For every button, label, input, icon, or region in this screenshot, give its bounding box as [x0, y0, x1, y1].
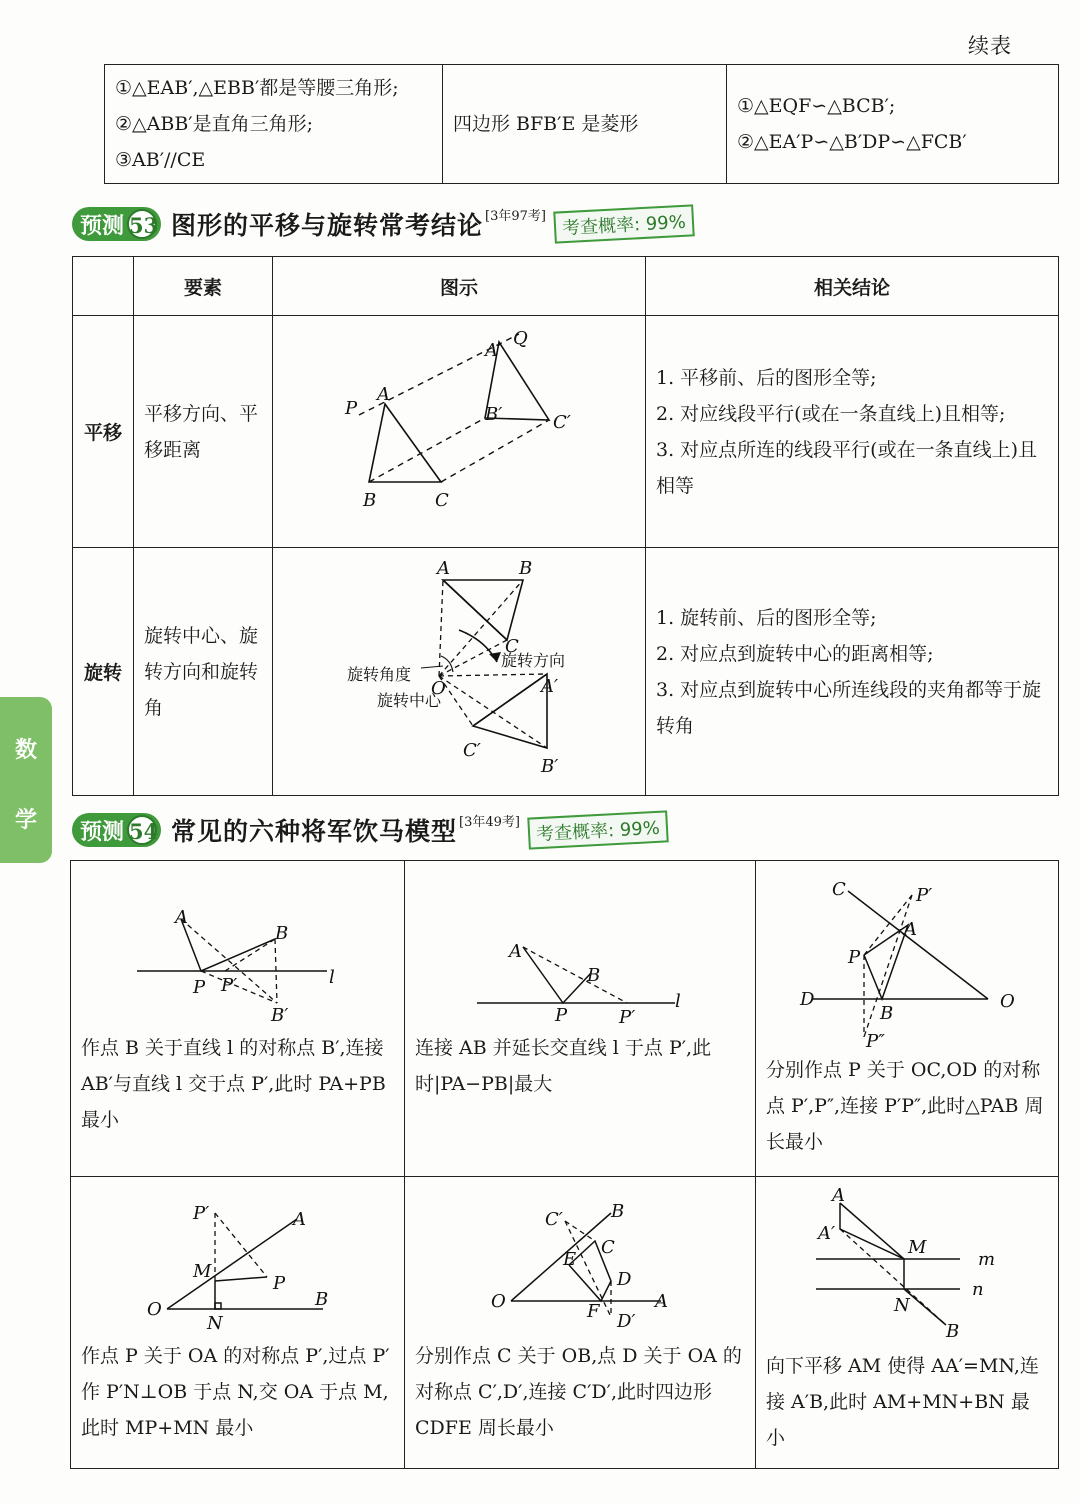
label-A-prime: A′	[541, 676, 559, 697]
model-caption: 作点 P 关于 OA 的对称点 P′,过点 P′作 P′N⊥OB 于点 N,交 OA 于点 M,此时 MP+MN 最小	[81, 1345, 390, 1439]
label-M: M	[908, 1237, 927, 1258]
subject-side-tab	[0, 697, 52, 863]
text-line: ②△ABB′是直角三角形;	[115, 113, 314, 135]
transform-table	[72, 256, 1059, 796]
conclusion: 3. 对应点到旋转中心所连线段的夹角都等于旋转角	[656, 678, 1042, 737]
label-m: m	[978, 1249, 996, 1270]
text-line: ①△EQF∽△BCB′;	[737, 95, 896, 117]
label-B: B	[611, 1201, 625, 1222]
figure-translation	[273, 316, 646, 548]
text-line: ①△EAB′,△EBB′都是等腰三角形;	[115, 77, 399, 99]
label-P-prime: P′	[193, 1203, 210, 1224]
model-5	[405, 1177, 756, 1469]
label-B: B	[363, 490, 377, 511]
label-B: B	[880, 1003, 894, 1024]
exam-frequency: [3年97考]	[485, 208, 546, 224]
label-D: D	[800, 989, 815, 1010]
header-elements: 要素	[134, 257, 273, 316]
section-53-heading	[72, 206, 694, 242]
row-label: 平移	[73, 316, 134, 548]
label-rotation-direction: 旋转方向	[501, 651, 566, 670]
label-N: N	[207, 1313, 223, 1334]
label-B-prime: B′	[541, 756, 559, 777]
label-C: C	[601, 1237, 615, 1258]
side-tab-char: 学	[14, 808, 37, 833]
section-title: 图形的平移与旋转常考结论	[171, 211, 484, 240]
label-O: O	[491, 1291, 506, 1312]
label-A: A	[293, 1209, 306, 1230]
exam-frequency: [3年49考]	[459, 814, 520, 830]
models-table	[70, 860, 1059, 1469]
label-A: A	[509, 941, 522, 962]
label-C-prime: C′	[545, 1209, 563, 1230]
label-E: E	[563, 1249, 577, 1270]
section-badge: 预测 54	[72, 813, 161, 847]
header-blank	[73, 257, 134, 316]
side-tab-char: 数	[14, 738, 37, 763]
cell-conclusions-3	[727, 65, 1059, 184]
label-A: A	[377, 384, 390, 405]
label-F: F	[587, 1301, 600, 1322]
label-A: A	[655, 1291, 668, 1312]
model-3	[756, 861, 1059, 1177]
row-translation	[73, 316, 1059, 548]
model-5-diagram	[405, 1177, 755, 1337]
header-conclusions: 相关结论	[646, 257, 1059, 316]
section-badge: 预测 53	[72, 207, 161, 241]
label-M: M	[193, 1261, 212, 1282]
label-P: P	[848, 947, 861, 968]
label-C: C	[832, 879, 846, 900]
label-A: A	[832, 1185, 845, 1206]
model-4-diagram	[71, 1177, 404, 1337]
model-1	[71, 861, 405, 1177]
row-rotation	[73, 548, 1059, 796]
continued-table	[104, 64, 1059, 184]
label-P: P	[193, 977, 206, 998]
conclusion: 1. 平移前、后的图形全等;	[656, 366, 877, 389]
label-B: B	[275, 923, 289, 944]
label-A: A	[437, 558, 450, 579]
row-conclusions	[646, 548, 1059, 796]
cell-conclusions-1	[105, 65, 443, 184]
label-P-double-prime: P″	[866, 1031, 885, 1051]
section-54-heading	[72, 812, 668, 848]
conclusion: 2. 对应线段平行(或在一条直线上)且相等;	[656, 402, 1006, 425]
label-D-prime: D′	[617, 1311, 636, 1332]
label-Q: Q	[513, 328, 528, 349]
label-l: l	[329, 967, 335, 988]
label-rotation-center: 旋转中心	[377, 691, 442, 710]
label-B: B	[519, 558, 533, 579]
label-N: N	[894, 1295, 910, 1316]
figure-rotation	[273, 548, 646, 796]
text-line: ②△EA′P∽△B′DP∽△FCB′	[737, 131, 967, 153]
text-line: ③AB′//CE	[115, 149, 206, 171]
label-C: C	[435, 490, 449, 511]
model-caption: 作点 B 关于直线 l 的对称点 B′,连接 AB′与直线 l 交于点 P′,此时 PA+PB 最小	[81, 1037, 386, 1131]
model-3-diagram	[756, 861, 1058, 1051]
model-6-diagram	[756, 1177, 1058, 1357]
label-C: C	[505, 636, 519, 657]
cell-conclusions-2: 四边形 BFB′E 是菱形	[443, 65, 727, 184]
label-rotation-angle: 旋转角度	[347, 665, 412, 684]
rotation-diagram	[273, 548, 645, 790]
conclusion: 2. 对应点到旋转中心的距离相等;	[656, 642, 934, 665]
label-C-prime: C′	[463, 740, 481, 761]
label-D: D	[617, 1269, 632, 1290]
model-caption: 分别作点 C 关于 OB,点 D 关于 OA 的对称点 C′,D′,连接 C′D′,此时四边形 CDFE 周长最小	[415, 1345, 742, 1439]
label-P-prime: P′	[916, 885, 933, 906]
label-O: O	[1000, 991, 1015, 1012]
label-B-prime: B′	[271, 1005, 289, 1026]
continued-label: 续表	[968, 34, 1012, 58]
probability-stamp: 考查概率: 99%	[553, 204, 694, 243]
model-2-diagram	[405, 861, 755, 1041]
label-P-prime: P′	[619, 1007, 636, 1028]
label-O: O	[431, 678, 446, 699]
label-B: B	[946, 1321, 960, 1342]
model-2	[405, 861, 756, 1177]
header-figure: 图示	[273, 257, 646, 316]
label-P: P	[555, 1005, 568, 1026]
label-C-prime: C′	[553, 412, 571, 433]
row-elements: 平移方向、平移距离	[134, 316, 273, 548]
label-P: P	[345, 398, 358, 419]
probability-stamp: 考查概率: 99%	[527, 810, 668, 849]
section-title: 常见的六种将军饮马模型	[171, 817, 458, 846]
model-caption: 分别作点 P 关于 OC,OD 的对称点 P′,P″,连接 P′P″,此时△PAB 周长最小	[766, 1059, 1044, 1153]
model-1-diagram	[71, 861, 404, 1041]
row-elements: 旋转中心、旋转方向和旋转角	[134, 548, 273, 796]
label-B: B	[587, 965, 601, 986]
label-B-prime: B′	[485, 404, 503, 425]
model-caption: 向下平移 AM 使得 AA′=MN,连接 A′B,此时 AM+MN+BN 最小	[766, 1355, 1039, 1449]
label-P-prime: P′	[221, 975, 238, 996]
model-4	[71, 1177, 405, 1469]
label-P: P	[273, 1273, 286, 1294]
label-A: A	[175, 907, 188, 928]
row-conclusions	[646, 316, 1059, 548]
conclusion: 3. 对应点所连的线段平行(或在一条直线上)且相等	[656, 438, 1037, 497]
translation-diagram	[273, 316, 645, 542]
model-caption: 连接 AB 并延长交直线 l 于点 P′,此时|PA−PB|最大	[415, 1037, 712, 1095]
label-A-prime: A′	[818, 1223, 836, 1244]
label-O: O	[147, 1299, 162, 1320]
label-A: A	[904, 919, 917, 940]
model-6	[756, 1177, 1059, 1469]
row-label: 旋转	[73, 548, 134, 796]
conclusion: 1. 旋转前、后的图形全等;	[656, 606, 877, 629]
label-l: l	[675, 991, 681, 1012]
label-B: B	[315, 1289, 329, 1310]
label-A-prime: A′	[485, 340, 503, 361]
label-n: n	[972, 1279, 984, 1300]
